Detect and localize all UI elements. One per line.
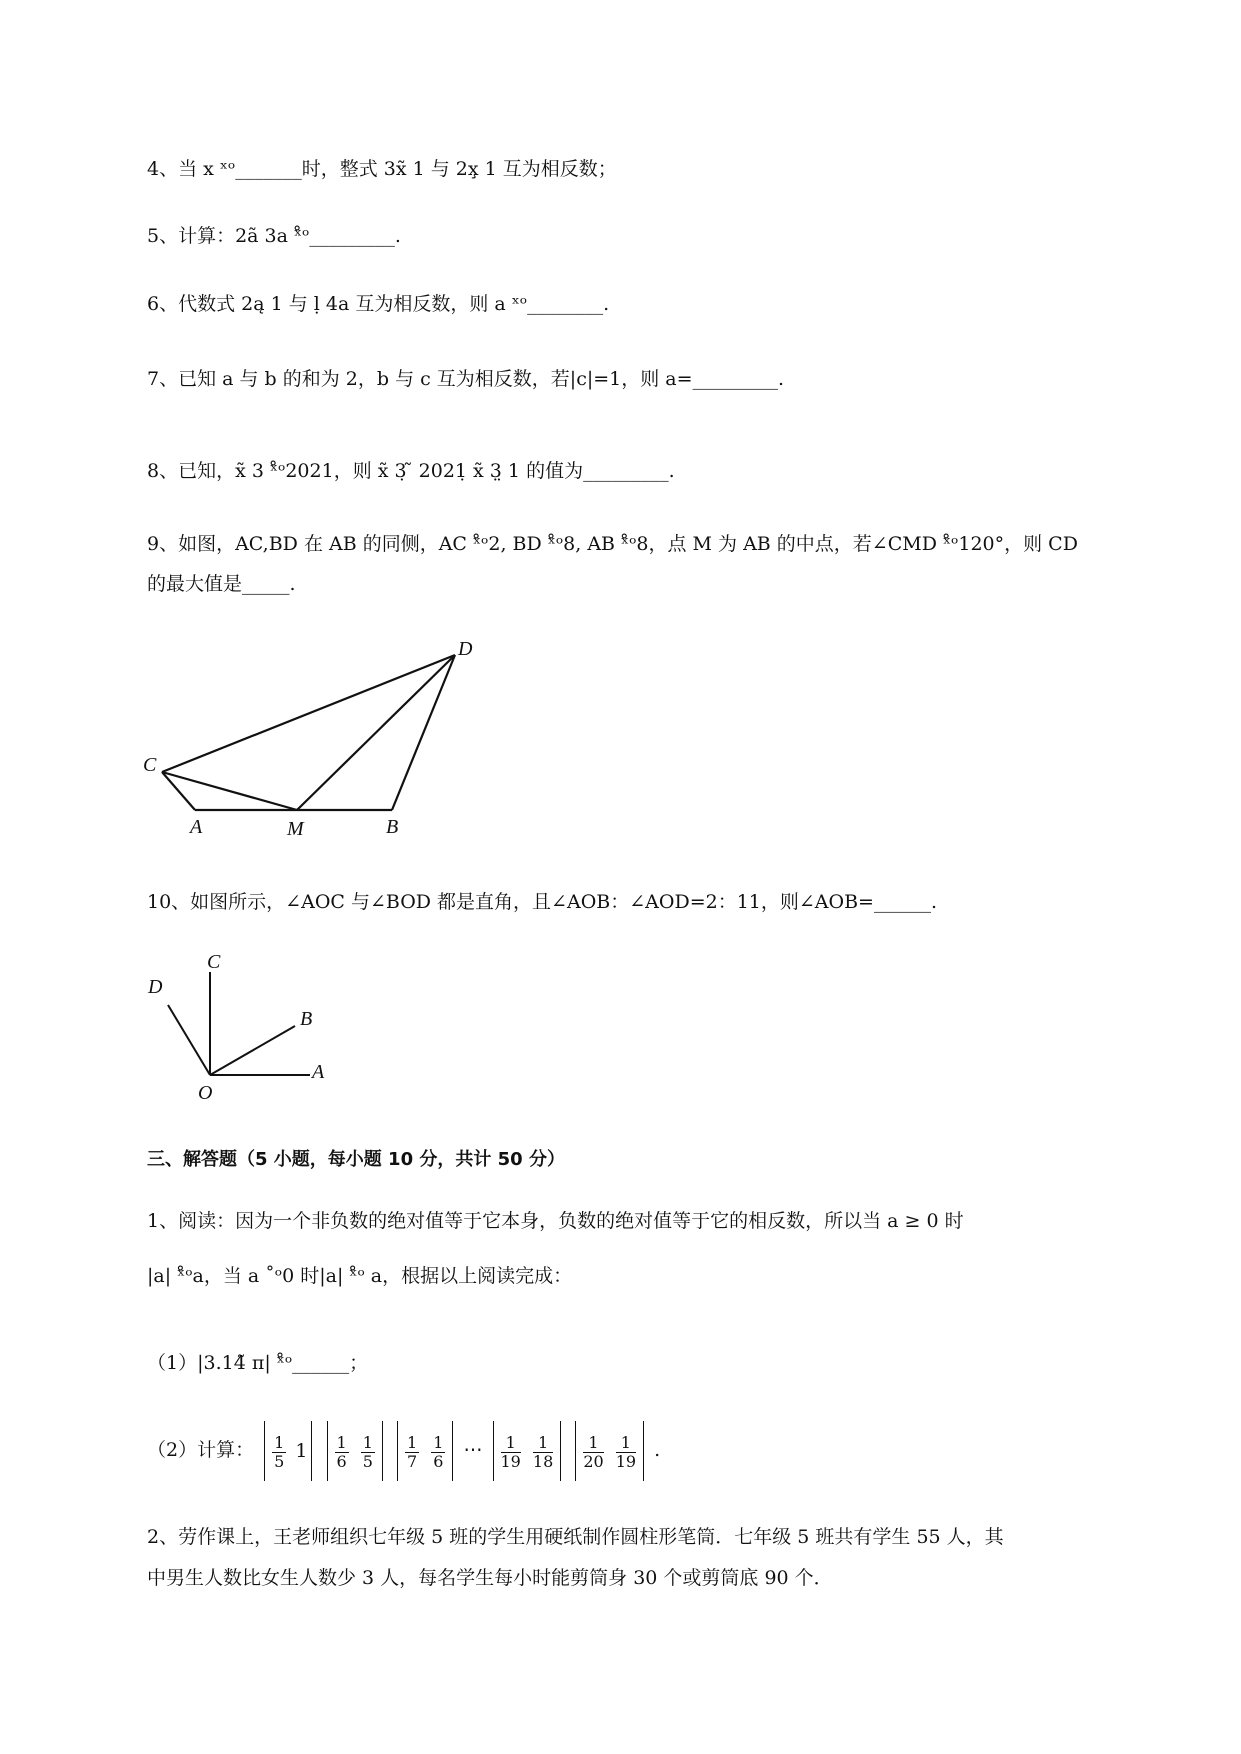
question-7: 7、已知 a 与 b 的和为 2，b 与 c 互为相反数，若|c|=1，则 a=_________.: [147, 368, 785, 390]
label-A: A: [312, 1061, 325, 1083]
label-B: B: [386, 816, 399, 838]
part2-label: （2）计算：: [147, 1439, 255, 1461]
label-M: M: [287, 818, 304, 840]
abs-term-3: $\frac{1}{7}$ $\frac{1}{6}$: [397, 1421, 453, 1481]
figure-triangle: [140, 635, 500, 840]
abs-term-19: $\frac{1}{19}$ $\frac{1}{18}$: [493, 1421, 562, 1481]
ellipsis: ⋯: [463, 1439, 483, 1461]
s3-question-1-part2: [147, 1420, 660, 1481]
section-3-heading: 三、解答题（5 小题，每小题 10 分，共计 50 分）: [147, 1149, 565, 1170]
abs-term-2: $\frac{1}{6}$ $\frac{1}{5}$: [327, 1421, 383, 1481]
question-6: 6、代数式 2ą 1 与 ḷ 4a 互为相反数，则 a ˣᵒ________.: [147, 293, 610, 315]
s3-question-1-line2: |a| ˣ̊ᵒa，当 a ˚ᵒ0 时|a| ˣ̊ᵒ a，根据以上阅读完成：: [147, 1265, 573, 1287]
question-4: 4、当 x ˣᵒ_______时，整式 3x̃ 1 与 2x̧ 1 互为相反数；: [147, 158, 617, 180]
label-B: B: [300, 1008, 313, 1030]
s3-question-2-line1: 2、劳作课上，王老师组织七年级 5 班的学生用硬纸制作圆柱形笔筒．七年级 5 班共有学生 55 人，其: [147, 1526, 1004, 1548]
label-O: O: [198, 1082, 213, 1100]
s3-question-1-part1: （1）|3.14̃ π| ˣ̊ᵒ______；: [147, 1352, 369, 1374]
question-8: 8、已知，x̃ 3 ˣ̊ᵒ2021，则 x̃ 3̣ ̃ 2021̣ x̃ 3̤ 1 的值为_________.: [147, 460, 675, 482]
figure-angles: [140, 950, 340, 1100]
question-10: 10、如图所示，∠AOC 与∠BOD 都是直角，且∠AOB：∠AOD=2：11，则∠AOB=______.: [147, 891, 938, 913]
label-D: D: [148, 976, 163, 998]
question-5: 5、计算：2ã 3a ˣ̊ᵒ_________.: [147, 225, 401, 247]
label-C: C: [143, 754, 157, 776]
abs-term-20: $\frac{1}{20}$ $\frac{1}{19}$: [575, 1421, 644, 1481]
s3-question-2-line2: 中男生人数比女生人数少 3 人，每名学生每小时能剪筒身 30 个或剪筒底 90 个．: [147, 1567, 833, 1589]
abs-term-1: $\frac{1}{5}$ 1: [264, 1421, 312, 1481]
s3-question-1-line1: 1、阅读：因为一个非负数的绝对值等于它本身，负数的绝对值等于它的相反数，所以当 a ≥ 0 时: [147, 1210, 964, 1232]
part2-end: .: [654, 1439, 661, 1461]
label-C: C: [207, 951, 221, 973]
label-A: A: [190, 816, 203, 838]
question-9-line2: 的最大值是_____.: [147, 573, 296, 595]
label-D: D: [458, 638, 473, 660]
question-9-line1: 9、如图，AC,BD 在 AB 的同侧，AC ˣ̊ᵒ2, BD ˣ̊ᵒ8, AB ˣ̊ᵒ8，点 M 为 AB 的中点，若∠CMD ˣ̊ᵒ120°，则 CD: [147, 533, 1078, 555]
